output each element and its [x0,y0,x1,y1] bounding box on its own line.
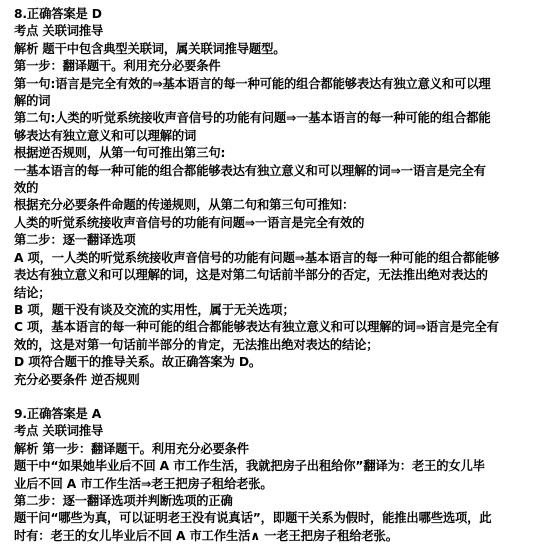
q8-text-line: 第一句:语言是完全有效的⇒基本语言的每一种可能的组合都能够表达有独立意义和可以理 [14,76,491,91]
q8-text-line: 根据逆否规则，从第一句可推出第三句: [14,146,226,161]
q8-topic-line: 考点 关联词推导 [14,24,104,39]
q8-text-line: 够表达有独立意义和可以理解的词 [14,128,197,143]
question-8-explanation [14,6,524,389]
question-9-explanation [14,406,524,545]
q9-text-line: 时有：老王的女儿毕业后不回 A 市工作生活∧ 一老王把房子租给老张。 [14,528,398,543]
q9-text-line: 题干问“哪些为真，可以证明老王没有说真话”，即题干关系为假时，能推出哪些选项，此 [14,511,492,526]
q8-text-line: 一基本语言的每一种可能的组合都能够表达有独立意义和可以理解的词⇒一语言是完全有 [14,163,486,178]
q8-option-c-line: 效的，这是对第一句话前半部分的肯定，无法推出绝对表达的结论； [14,337,379,352]
q9-analysis-line: 解析 第一步：翻译题干。利用充分必要条件 [14,441,249,456]
q8-option-c-line: C 项，基本语言的每一种可能的组合都能够表达有独立意义和可以理解的词⇒语言是完全有 [14,320,499,335]
q9-text-line: 业后不回 A 市工作生活⇒老王把房子租给老张。 [14,476,273,491]
q8-option-a-line: 表达有独立意义和可以理解的词，这是对第二句话前半部分的否定，无法推出绝对表达的 [14,268,488,283]
q8-option-a-line: 结论； [14,285,51,300]
q8-step-one-heading: 第一步：翻译题干。利用充分必要条件 [14,59,221,74]
q9-topic-line: 考点 关联词推导 [14,424,104,439]
q8-keywords-line: 充分必要条件 逆否规则 [14,372,140,387]
q8-option-b-line: B 项，题干没有谈及交流的实用性，属于无关选项； [14,302,295,317]
q9-answer-heading: 9.正确答案是 A [14,406,102,421]
q8-step-two-heading: 第二步：逐一翻译选项 [14,233,136,248]
q9-step-two-heading: 第二步：逐一翻译选项并判断选项的正确 [14,493,233,508]
section-spacer [14,389,524,406]
q8-text-line: 第二句:人类的听觉系统接收声音信号的功能有问题⇒一基本语言的每一种可能的组合都能 [14,111,491,126]
q8-text-line: 根据充分必要条件命题的传递规则，从第二句和第三句可推知： [14,198,355,213]
q9-text-line: 题干中“如果她毕业后不回 A 市工作生活，我就把房子出租给你”翻译为：老王的女儿毕 [14,459,485,474]
q8-option-d-line: D 项符合题干的推导关系。故正确答案为 D。 [14,355,262,370]
q8-text-line: 效的 [14,181,39,196]
q8-option-a-line: A 项，一人类的听觉系统接收声音信号的功能有问题⇒基本语言的每一种可能的组合都能够 [14,250,500,265]
q8-text-line: 解的词 [14,94,51,109]
q8-answer-heading: 8.正确答案是 D [14,7,102,21]
q8-analysis-line: 解析 题干中包含典型关联词，属关联词推导题型。 [14,41,286,56]
q8-text-line: 人类的听觉系统接收声音信号的功能有问题⇒一语言是完全有效的 [14,215,365,230]
